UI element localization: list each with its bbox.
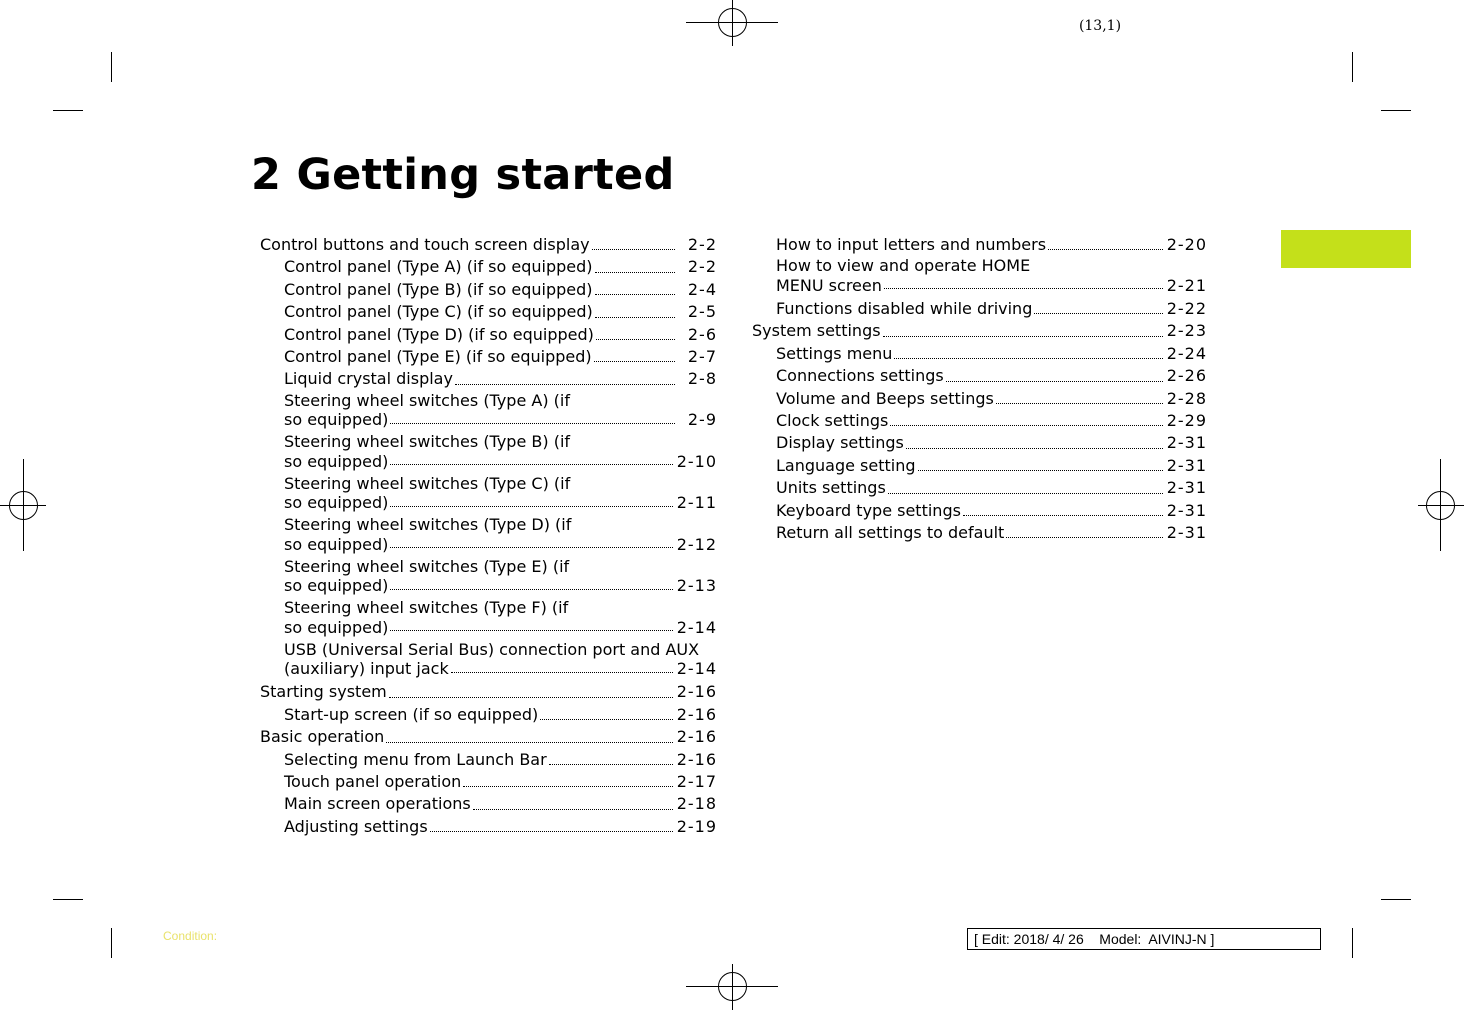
toc-entry[interactable] bbox=[260, 816, 717, 838]
toc-entry-title-cont: so equipped) bbox=[284, 493, 389, 513]
toc-entry[interactable] bbox=[260, 726, 717, 748]
dot-leader bbox=[918, 470, 1163, 471]
toc-entry[interactable] bbox=[260, 391, 717, 430]
toc-entry-title: Control panel (Type C) (if so equipped) bbox=[284, 302, 593, 322]
toc-page-number: 2-4 bbox=[687, 279, 717, 299]
edit-info-box: [ Edit: 2018/ 4/ 26 Model: AIVINJ-N ] bbox=[967, 928, 1321, 950]
toc-page-number: 2-14 bbox=[676, 659, 717, 679]
toc-page-number: 2-24 bbox=[1166, 343, 1207, 363]
toc-entry[interactable] bbox=[752, 388, 1207, 410]
toc-page-number: 2-22 bbox=[1166, 298, 1207, 318]
chapter-title: 2 Getting started bbox=[251, 150, 675, 200]
dot-leader bbox=[451, 672, 673, 673]
dot-leader bbox=[386, 742, 672, 743]
toc-entry[interactable] bbox=[260, 474, 717, 513]
toc-entry-title-cont: so equipped) bbox=[284, 617, 389, 637]
toc-entry-title-cont: MENU screen bbox=[776, 275, 882, 295]
toc-page-number: 2-16 bbox=[676, 727, 717, 747]
toc-entry-title: Control panel (Type B) (if so equipped) bbox=[284, 279, 593, 299]
dot-leader bbox=[389, 697, 673, 698]
toc-entry-title: Language setting bbox=[776, 455, 916, 475]
toc-entry-title-cont: so equipped) bbox=[284, 576, 389, 596]
toc-entry[interactable] bbox=[260, 557, 717, 596]
toc-page-number: 2-12 bbox=[676, 534, 717, 554]
toc-page-number: 2-2 bbox=[687, 257, 717, 277]
dot-leader bbox=[1048, 249, 1163, 250]
toc-entry-title: Selecting menu from Launch Bar bbox=[284, 749, 547, 769]
toc-entry-title: Steering wheel switches (Type D) (if bbox=[284, 515, 572, 535]
dot-leader bbox=[390, 630, 672, 631]
toc-entry-title: Liquid crystal display bbox=[284, 369, 453, 389]
toc-entry-title: Main screen operations bbox=[284, 794, 471, 814]
dot-leader bbox=[963, 515, 1163, 516]
dot-leader bbox=[595, 294, 675, 295]
toc-entry-title: Units settings bbox=[776, 478, 886, 498]
dot-leader bbox=[390, 423, 675, 424]
toc-entry[interactable] bbox=[260, 346, 717, 368]
dot-leader bbox=[390, 464, 672, 465]
toc-entry[interactable] bbox=[260, 256, 717, 278]
toc-entry[interactable] bbox=[752, 432, 1207, 454]
toc-entry-title: Basic operation bbox=[260, 727, 385, 747]
dot-leader bbox=[540, 719, 672, 720]
toc-entry[interactable] bbox=[260, 368, 717, 390]
toc-page-number: 2-5 bbox=[687, 302, 717, 322]
toc-entry-title: Steering wheel switches (Type C) (if bbox=[284, 473, 571, 493]
toc-page-number: 2-7 bbox=[687, 347, 717, 367]
dot-leader bbox=[906, 448, 1163, 449]
toc-entry-title: Steering wheel switches (Type A) (if bbox=[284, 390, 570, 410]
toc-entry[interactable] bbox=[752, 500, 1207, 522]
toc-entry-title-cont: so equipped) bbox=[284, 451, 389, 471]
dot-leader bbox=[390, 506, 672, 507]
dot-leader bbox=[390, 589, 672, 590]
toc-page-number: 2-13 bbox=[676, 576, 717, 596]
toc-entry-title: How to input letters and numbers bbox=[776, 235, 1047, 254]
toc-page-number: 2-16 bbox=[676, 749, 717, 769]
dot-leader bbox=[996, 403, 1163, 404]
dot-leader bbox=[1034, 313, 1162, 314]
dot-leader bbox=[946, 381, 1163, 382]
toc-entry-title-cont: so equipped) bbox=[284, 410, 389, 430]
toc-entry-title: Touch panel operation bbox=[284, 771, 462, 791]
toc-entry[interactable] bbox=[752, 455, 1207, 477]
toc-entry-title: Functions disabled while driving bbox=[776, 298, 1033, 318]
toc-entry[interactable] bbox=[752, 410, 1207, 432]
toc-entry[interactable] bbox=[260, 681, 717, 703]
toc-page-number: 2-6 bbox=[687, 324, 717, 344]
toc-entry[interactable] bbox=[752, 320, 1207, 342]
toc-entry-line bbox=[284, 493, 717, 513]
toc-entry[interactable] bbox=[260, 704, 717, 726]
dot-leader bbox=[1006, 537, 1162, 538]
toc-entry-line bbox=[284, 576, 717, 596]
toc-entry-title: Start-up screen (if so equipped) bbox=[284, 704, 539, 724]
toc-page-number: 2-18 bbox=[676, 794, 717, 814]
toc-entry-title: Settings menu bbox=[776, 343, 893, 363]
dot-leader bbox=[595, 272, 675, 273]
toc-entry[interactable] bbox=[752, 522, 1207, 544]
toc-entry[interactable] bbox=[260, 234, 717, 256]
toc-entry-title: Adjusting settings bbox=[284, 816, 428, 836]
dot-leader bbox=[884, 288, 1163, 289]
toc-page-number: 2-16 bbox=[676, 704, 717, 724]
toc-page-number: 2-23 bbox=[1166, 321, 1207, 341]
toc-page-number: 2-31 bbox=[1166, 455, 1207, 475]
toc-page-number: 2-31 bbox=[1166, 522, 1207, 542]
toc-left-column bbox=[260, 234, 717, 838]
toc-entry-title: USB (Universal Serial Bus) connection port and AUX bbox=[284, 639, 700, 659]
toc-entry-title: Control panel (Type E) (if so equipped) bbox=[284, 347, 592, 367]
toc-entry-title: Clock settings bbox=[776, 410, 889, 430]
toc-entry-line bbox=[284, 618, 717, 638]
toc-page-number: 2-19 bbox=[676, 816, 717, 836]
toc-entry-title: Control panel (Type A) (if so equipped) bbox=[284, 257, 593, 277]
toc-entry-title: Connections settings bbox=[776, 366, 944, 386]
dot-leader bbox=[390, 547, 672, 548]
toc-entry-line bbox=[284, 452, 717, 472]
toc-entry-title: Starting system bbox=[260, 682, 387, 702]
toc-entry[interactable] bbox=[752, 256, 1207, 295]
toc-entry-title: Display settings bbox=[776, 433, 904, 453]
toc-page-number: 2-16 bbox=[676, 682, 717, 702]
toc-page-number: 2-8 bbox=[687, 369, 717, 389]
dot-leader bbox=[894, 358, 1162, 359]
dot-leader bbox=[549, 764, 673, 765]
dot-leader bbox=[430, 831, 673, 832]
toc-entry[interactable] bbox=[752, 365, 1207, 387]
toc-right-column bbox=[752, 234, 1207, 544]
dot-leader bbox=[473, 809, 673, 810]
toc-entry-title: Steering wheel switches (Type B) (if bbox=[284, 432, 571, 452]
toc-entry[interactable] bbox=[260, 771, 717, 793]
dot-leader bbox=[883, 336, 1163, 337]
toc-page-number: 2-10 bbox=[676, 451, 717, 471]
toc-entry[interactable] bbox=[260, 432, 717, 471]
dot-leader bbox=[596, 339, 675, 340]
toc-entry-title: Steering wheel switches (Type E) (if bbox=[284, 556, 570, 576]
page-reference: (13,1) bbox=[1078, 18, 1122, 34]
toc-entry[interactable] bbox=[752, 298, 1207, 320]
chapter-tab-marker bbox=[1281, 230, 1411, 268]
toc-entry-title: Control panel (Type D) (if so equipped) bbox=[284, 324, 594, 344]
toc-entry-line bbox=[284, 535, 717, 555]
dot-leader bbox=[890, 425, 1162, 426]
toc-entry-title: System settings bbox=[752, 321, 881, 341]
toc-entry-title: Volume and Beeps settings bbox=[776, 388, 994, 408]
toc-page-number: 2-2 bbox=[687, 235, 717, 254]
dot-leader bbox=[592, 249, 675, 250]
toc-entry[interactable] bbox=[260, 515, 717, 554]
toc-page-number: 2-9 bbox=[687, 410, 717, 430]
toc-entry-line bbox=[284, 659, 717, 679]
toc-page-number: 2-20 bbox=[1166, 235, 1207, 254]
toc-entry-title: Keyboard type settings bbox=[776, 500, 961, 520]
toc-page-number: 2-29 bbox=[1166, 410, 1207, 430]
toc-entry[interactable] bbox=[260, 793, 717, 815]
dot-leader bbox=[455, 384, 675, 385]
toc-page-number: 2-21 bbox=[1166, 275, 1207, 295]
dot-leader bbox=[888, 493, 1163, 494]
toc-entry-line bbox=[776, 276, 1207, 296]
dot-leader bbox=[594, 361, 675, 362]
toc-entry-title-cont: so equipped) bbox=[284, 534, 389, 554]
toc-entry-title: Steering wheel switches (Type F) (if bbox=[284, 598, 569, 618]
toc-entry[interactable] bbox=[260, 749, 717, 771]
toc-entry-title: Control buttons and touch screen display bbox=[260, 235, 590, 254]
toc-entry[interactable] bbox=[260, 301, 717, 323]
toc-entry[interactable] bbox=[260, 324, 717, 346]
toc-entry[interactable] bbox=[752, 234, 1207, 256]
toc-page-number: 2-28 bbox=[1166, 388, 1207, 408]
toc-page-number: 2-11 bbox=[676, 493, 717, 513]
dot-leader bbox=[463, 786, 672, 787]
toc-entry[interactable] bbox=[752, 477, 1207, 499]
toc-entry-line bbox=[284, 410, 717, 430]
toc-entry[interactable] bbox=[752, 343, 1207, 365]
toc-entry-title: How to view and operate HOME bbox=[776, 256, 1031, 276]
dot-leader bbox=[595, 317, 675, 318]
toc-page-number: 2-26 bbox=[1166, 366, 1207, 386]
toc-entry[interactable] bbox=[260, 598, 717, 637]
condition-label: Condition: bbox=[163, 929, 218, 943]
toc-entry-title: Return all settings to default bbox=[776, 522, 1005, 542]
toc-entry-title-cont: (auxiliary) input jack bbox=[284, 659, 449, 679]
toc-page-number: 2-14 bbox=[676, 617, 717, 637]
toc-entry[interactable] bbox=[260, 640, 717, 679]
toc-page-number: 2-31 bbox=[1166, 433, 1207, 453]
toc-entry[interactable] bbox=[260, 279, 717, 301]
toc-page-number: 2-31 bbox=[1166, 500, 1207, 520]
toc-page-number: 2-17 bbox=[676, 771, 717, 791]
toc-page-number: 2-31 bbox=[1166, 478, 1207, 498]
